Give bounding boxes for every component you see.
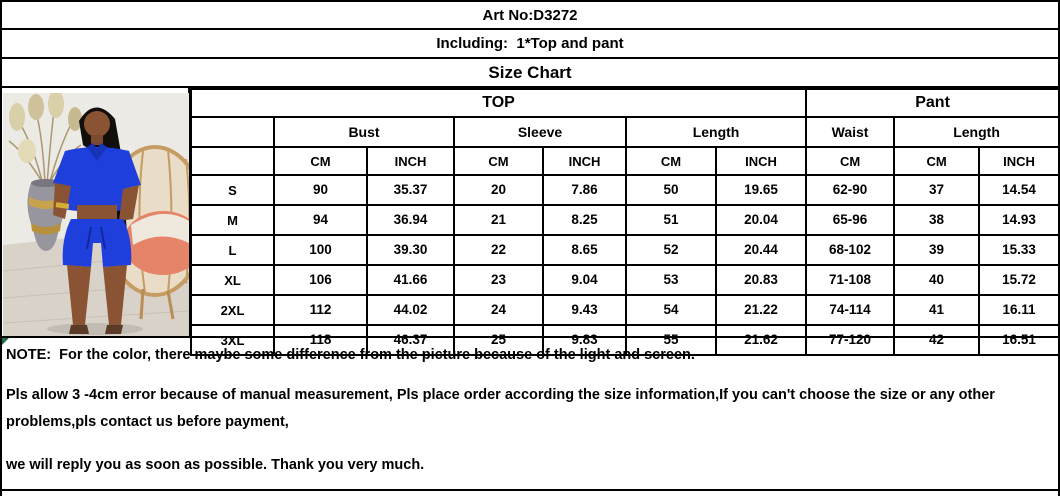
table-row	[191, 175, 1059, 205]
value-cell: 39.30	[367, 235, 454, 265]
value-cell: 41.66	[367, 265, 454, 295]
sleeve-header: Sleeve	[454, 117, 626, 147]
value-cell: 65-96	[806, 205, 894, 235]
size-chart-title: Size Chart	[488, 62, 572, 82]
value-cell: 20.04	[716, 205, 806, 235]
including-row	[2, 30, 1058, 59]
value-cell: 68-102	[806, 235, 894, 265]
unit-cell: INCH	[979, 147, 1059, 175]
unit-cell: CM	[806, 147, 894, 175]
value-cell: 55	[626, 325, 716, 355]
value-cell: 15.33	[979, 235, 1059, 265]
pant-group-header: Pant	[806, 89, 1059, 117]
value-cell: 9.83	[543, 325, 626, 355]
value-cell: 20.44	[716, 235, 806, 265]
unit-cell: CM	[454, 147, 543, 175]
value-cell: 8.25	[543, 205, 626, 235]
unit-cell: CM	[894, 147, 979, 175]
note-color-difference: NOTE: For the color, there maybe some difference from the picture because of the light and screen.	[6, 347, 695, 363]
unit-cell: CM	[274, 147, 367, 175]
table-row	[191, 265, 1059, 295]
value-cell: 52	[626, 235, 716, 265]
value-cell: 54	[626, 295, 716, 325]
including-text: Including: 1*Top and pant	[436, 35, 624, 52]
units-row	[191, 147, 1059, 175]
size-chart-title-row	[2, 59, 1058, 88]
bust-header: Bust	[274, 117, 454, 147]
size-label: 3XL	[191, 325, 274, 355]
art-no-text: Art No:D3272	[482, 6, 578, 24]
value-cell: 77-120	[806, 325, 894, 355]
value-cell: 94	[274, 205, 367, 235]
value-cell: 35.37	[367, 175, 454, 205]
top-group-header: TOP	[191, 89, 806, 117]
measure-header-row	[191, 117, 1059, 147]
value-cell: 100	[274, 235, 367, 265]
empty-corner-cell	[191, 147, 274, 175]
value-cell: 39	[894, 235, 979, 265]
table-row	[191, 235, 1059, 265]
value-cell: 51	[626, 205, 716, 235]
table-row	[191, 205, 1059, 235]
value-cell: 53	[626, 265, 716, 295]
value-cell: 71-108	[806, 265, 894, 295]
size-table-body	[191, 175, 1059, 355]
unit-cell: INCH	[716, 147, 806, 175]
value-cell: 9.43	[543, 295, 626, 325]
unit-cell: INCH	[367, 147, 454, 175]
value-cell: 21.62	[716, 325, 806, 355]
note-reply: we will reply you as soon as possible. Thank you very much.	[6, 457, 425, 473]
value-cell: 16.11	[979, 295, 1059, 325]
value-cell: 118	[274, 325, 367, 355]
size-label: XL	[191, 265, 274, 295]
size-label: 2XL	[191, 295, 274, 325]
table-row	[191, 295, 1059, 325]
waist-header: Waist	[806, 117, 894, 147]
value-cell: 15.72	[979, 265, 1059, 295]
value-cell: 25	[454, 325, 543, 355]
value-cell: 14.54	[979, 175, 1059, 205]
value-cell: 19.65	[716, 175, 806, 205]
value-cell: 42	[894, 325, 979, 355]
value-cell: 36.94	[367, 205, 454, 235]
value-cell: 22	[454, 235, 543, 265]
value-cell: 21.22	[716, 295, 806, 325]
group-header-row	[191, 89, 1059, 117]
bottom-divider	[0, 489, 1060, 491]
value-cell: 46.37	[367, 325, 454, 355]
size-label: M	[191, 205, 274, 235]
value-cell: 112	[274, 295, 367, 325]
value-cell: 16.51	[979, 325, 1059, 355]
value-cell: 24	[454, 295, 543, 325]
value-cell: 20.83	[716, 265, 806, 295]
product-photo-cell	[2, 88, 190, 336]
value-cell: 50	[626, 175, 716, 205]
value-cell: 37	[894, 175, 979, 205]
value-cell: 62-90	[806, 175, 894, 205]
value-cell: 74-114	[806, 295, 894, 325]
pant-length-header: Length	[894, 117, 1059, 147]
table-zone	[2, 88, 1058, 348]
value-cell: 40	[894, 265, 979, 295]
value-cell: 23	[454, 265, 543, 295]
size-table	[190, 88, 1060, 356]
notes-section	[2, 338, 1058, 496]
value-cell: 106	[274, 265, 367, 295]
value-cell: 21	[454, 205, 543, 235]
empty-corner-cell	[191, 117, 274, 147]
value-cell: 14.93	[979, 205, 1059, 235]
value-cell: 44.02	[367, 295, 454, 325]
unit-cell: CM	[626, 147, 716, 175]
size-label: L	[191, 235, 274, 265]
value-cell: 38	[894, 205, 979, 235]
value-cell: 7.86	[543, 175, 626, 205]
length-header: Length	[626, 117, 806, 147]
unit-cell: INCH	[543, 147, 626, 175]
art-no-row	[2, 2, 1058, 30]
size-label: S	[191, 175, 274, 205]
value-cell: 9.04	[543, 265, 626, 295]
note-measurement-error: Pls allow 3 -4cm error because of manual measurement, Pls place order according the size information,If you can't choose the size or any other problems,pls contact us before payment,	[6, 387, 999, 430]
value-cell: 90	[274, 175, 367, 205]
product-photo	[3, 93, 189, 336]
value-cell: 20	[454, 175, 543, 205]
value-cell: 41	[894, 295, 979, 325]
value-cell: 8.65	[543, 235, 626, 265]
